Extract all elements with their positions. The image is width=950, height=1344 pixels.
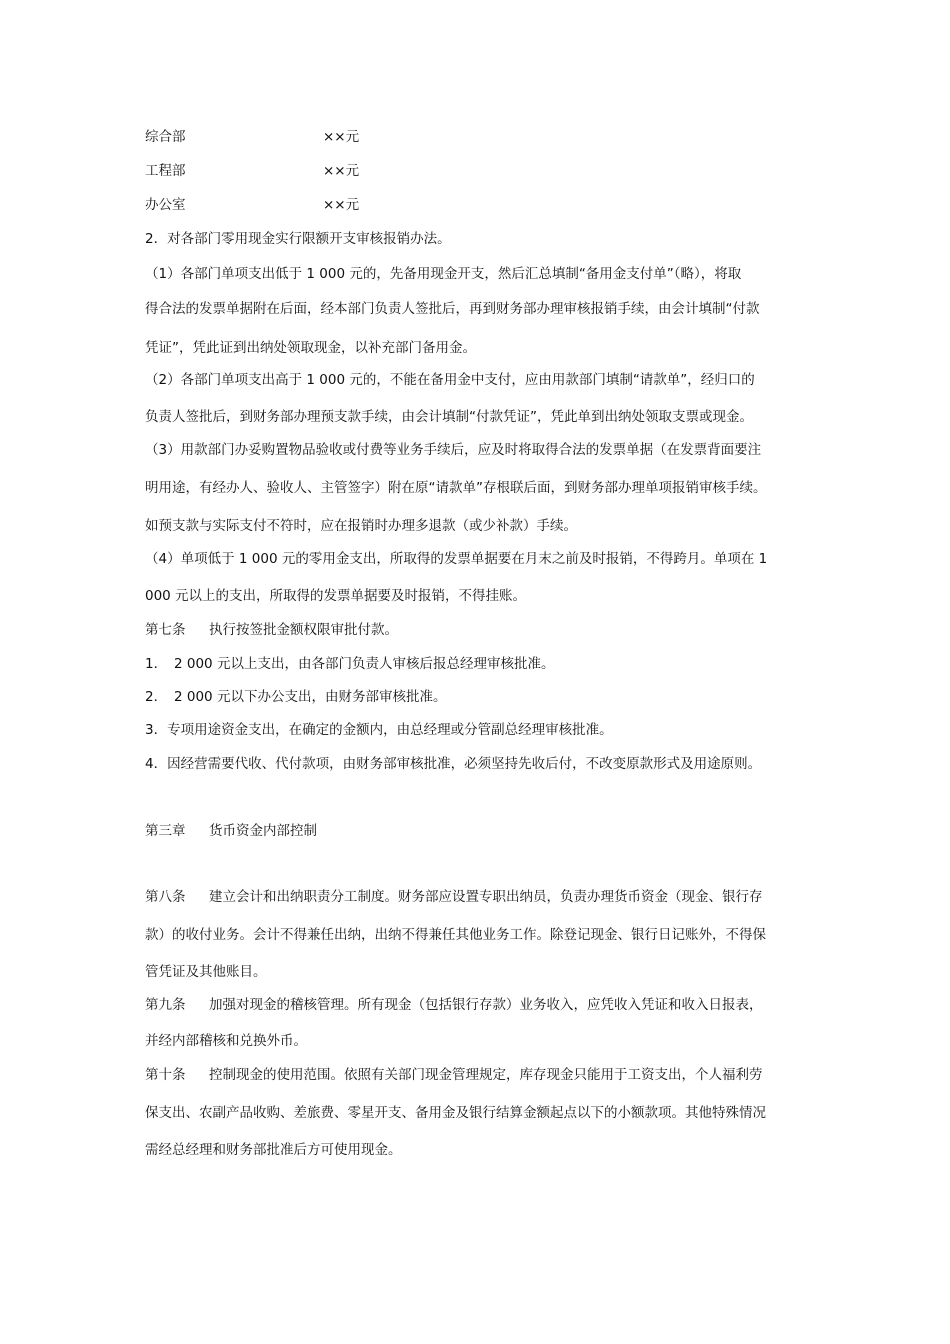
chapter-3-heading	[145, 822, 825, 840]
para-4-line: （4）单项低于 1 000 元的零用金支出，所取得的发票单据要在月末之前及时报销，不得跨月。单项在 1	[145, 551, 768, 567]
article-8-line: 管凭证及其他账目。	[145, 964, 267, 980]
article-8-line: 款）的收付业务。会计不得兼任出纳，出纳不得兼任其他业务工作。除登记现金、银行日记账外，不得保	[145, 927, 766, 943]
para-1-line: 得合法的发票单据附在后面，经本部门负责人签批后，再到财务部办理审核报销手续，由会计填制“付款	[145, 301, 760, 317]
article-10-line: 保支出、农副产品收购、差旅费、零星开支、备用金及银行结算金额起点以下的小额款项。其他特殊情况	[145, 1105, 766, 1121]
article-10-line: 需经总经理和财务部批准后方可使用现金。	[145, 1142, 402, 1158]
article-text: 控制现金的使用范围。依照有关部门现金管理规定，库存现金只能用于工资支出，个人福利劳	[209, 1067, 763, 1083]
item-text: 2 000 元以下办公支出，由财务部审核批准。	[174, 689, 447, 705]
dept-amount: ××元	[323, 197, 360, 213]
para-3-line: 明用途，有经办人、验收人、主管签字）附在原“请款单”存根联后面，到财务部办理单项报销审核手续。	[145, 480, 767, 496]
article-text: 加强对现金的稽核管理。所有现金（包括银行存款）业务收入，应凭收入凭证和收入日报表，	[209, 997, 763, 1013]
article-label: 第八条	[145, 889, 186, 905]
para-3-line: 如预支款与实际支付不符时，应在报销时办理多退款（或少补款）手续。	[145, 518, 577, 534]
chapter-label: 第三章	[145, 823, 186, 839]
para-1-line: 凭证”，凭此证到出纳处领取现金，以补充部门备用金。	[145, 340, 476, 356]
dept-amount: ××元	[323, 163, 360, 179]
chapter-title: 货币资金内部控制	[209, 823, 317, 839]
article-7-item-4: 4．因经营需要代收、代付款项，由财务部审核批准，必须坚持先收后付，不改变原款形式及用途原则。	[145, 756, 762, 772]
article-8	[145, 888, 825, 906]
article-9	[145, 996, 825, 1014]
item-number: 2．	[145, 689, 168, 705]
para-3-line: （3）用款部门办妥购置物品验收或付费等业务手续后，应及时将取得合法的发票单据（在发票背面要注	[145, 442, 762, 458]
dept-name: 综合部	[145, 129, 186, 145]
para-4-line: 000 元以上的支出，所取得的发票单据要及时报销，不得挂账。	[145, 588, 527, 604]
article-text: 执行按签批金额权限审批付款。	[209, 622, 398, 638]
article-7-item-3: 3．专项用途资金支出，在确定的金额内，由总经理或分管副总经理审核批准。	[145, 722, 613, 738]
article-7-item-1	[145, 655, 825, 673]
para-2-line: 负责人签批后，到财务部办理预支款手续，由会计填制“付款凭证”，凭此单到出纳处领取支票或现金。	[145, 409, 753, 425]
article-7	[145, 621, 825, 639]
dept-name: 工程部	[145, 163, 186, 179]
dept-name: 办公室	[145, 197, 186, 213]
article-label: 第九条	[145, 997, 186, 1013]
article-7-item-2	[145, 688, 825, 706]
para-2-line: （2）各部门单项支出高于 1 000 元的，不能在备用金中支付，应由用款部门填制“请款单”，经归口的	[145, 372, 755, 388]
article-label: 第十条	[145, 1067, 186, 1083]
item-number: 1．	[145, 656, 168, 672]
article-10	[145, 1066, 825, 1084]
item-2-heading: 2．对各部门零用现金实行限额开支审核报销办法。	[145, 231, 451, 247]
para-1-line: （1）各部门单项支出低于 1 000 元的，先备用现金开支，然后汇总填制“备用金支付单”（略），将取	[145, 266, 742, 282]
dept-amount: ××元	[323, 129, 360, 145]
article-label: 第七条	[145, 622, 186, 638]
article-text: 建立会计和出纳职责分工制度。财务部应设置专职出纳员，负责办理货币资金（现金、银行存	[209, 889, 763, 905]
item-text: 2 000 元以上支出，由各部门负责人审核后报总经理审核批准。	[174, 656, 555, 672]
article-9-line: 并经内部稽核和兑换外币。	[145, 1033, 307, 1049]
